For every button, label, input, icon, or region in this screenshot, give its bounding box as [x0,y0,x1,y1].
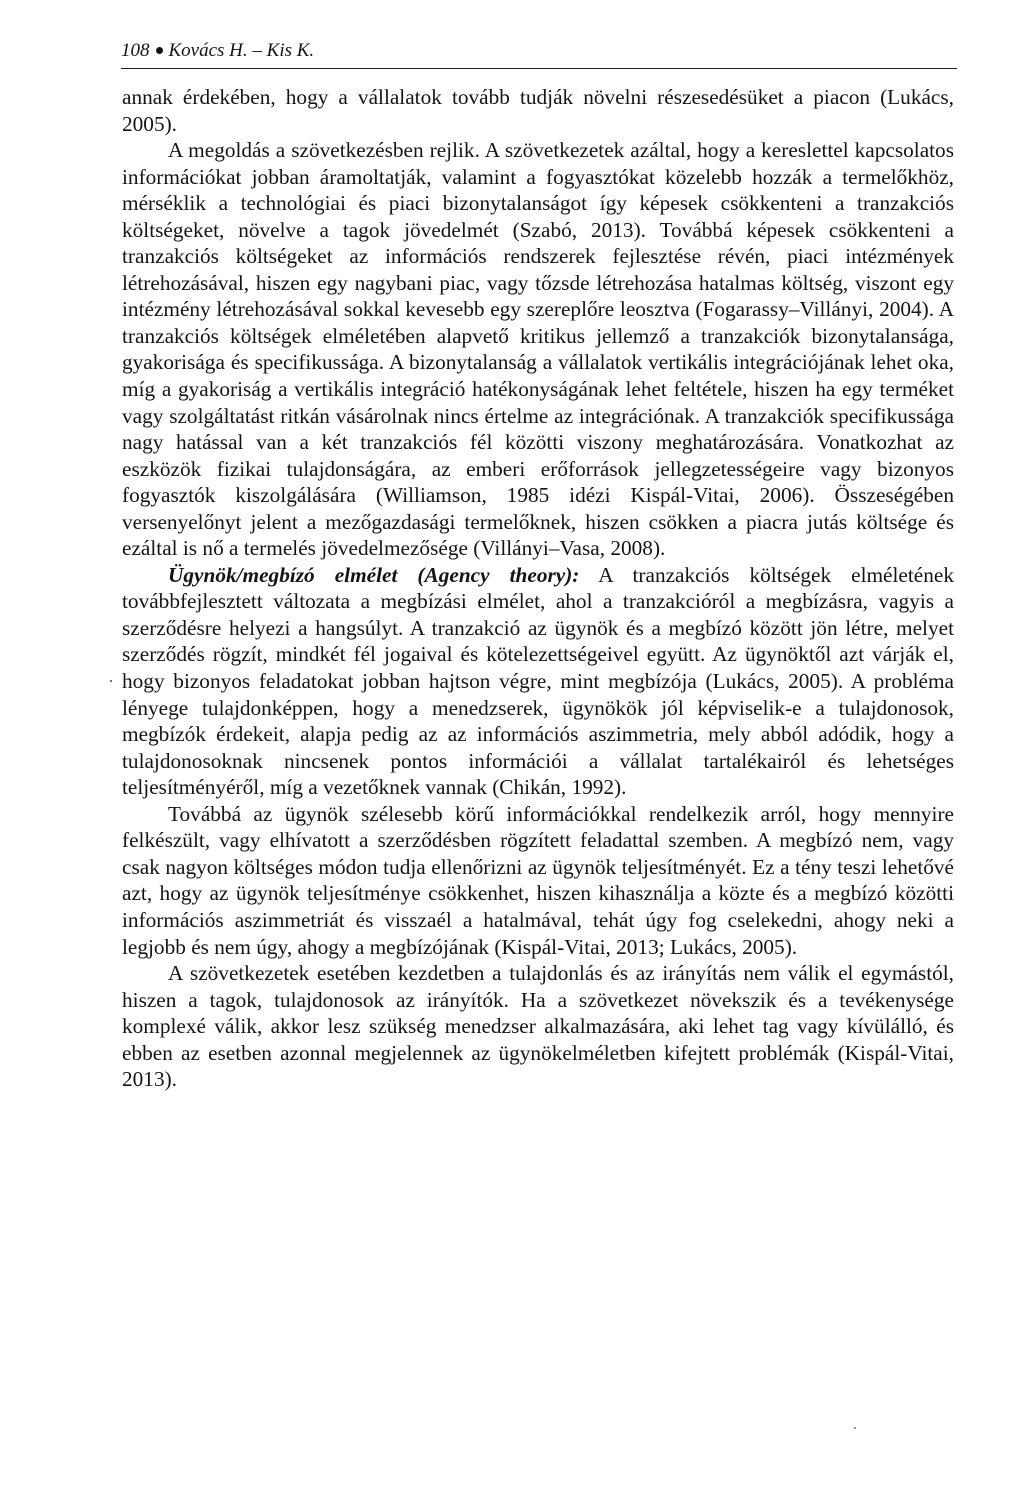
paragraph-text: annak érdekében, hogy a vállalatok tovább tudják növelni részesedésüket a piacon (Lukács, 2005). [122,85,954,136]
paragraph-agency-theory [122,562,954,801]
paragraph-continuation [122,84,954,137]
running-head-authors: Kovács H. – Kis K. [168,40,315,61]
paragraph-text: Továbbá az ügynök szélesebb körű információkkal rendelkezik arról, hogy mennyire felkészült, vagy elhívatott a szerződésben rögzített feladattal szemben. A megbízó nem, vagy csak nagyon költséges módon tudja ellenőrizni az ügynök teljesítményét. Ez a tény teszi lehetővé azt, hogy az ügynök teljesítménye csökkenhet, hiszen kihasználja a közte és a megbízó közötti információs aszimmetriát és visszaél a hatalmával, tehát úgy fog cselekedni, ahogy neki a legjobb és nem úgy, ahogy a megbízójának (Kispál-Vitai, 2013; Lukács, 2005). [122,801,954,959]
paragraph-text: A megoldás a szövetkezésben rejlik. A szövetkezetek azáltal, hogy a kereslettel kapcsolatos információkat jobban áramoltatják, valamint a fogyasztókat közelebb hozzák a termelőkhöz, mérséklik a technológiai és piaci bizonytalanságot így képesek csökkenteni a tranzakciós költségeket, növelve a tagok jövedelmét (Szabó, 2013). Továbbá képesek csökkenteni a tranzakciós költségeket az információs rendszerek fejlesztése révén, piaci intézmények létrehozásával, hiszen egy nagybani piac, vagy tőzsde létrehozása hatalmas költség, viszont egy intézmény létrehozásával sokkal kevesebb egy szereplőre leosztva (Fogarassy–Villányi, 2004). A tranzakciós költségek elméletében alapvető kritikus jellemző a tranzakciók bizonytalansága, gyakorisága és specifikussága. A bizonytalanság a vállalatok vertikális integrációjának lehet oka, míg a gyakoriság a vertikális integráció hatékonyságának lehet feltétele, hiszen ha egy terméket vagy szolgáltatást ritkán vásárolnak nincs értelme az integrációnak. A tranzakciók specifikussága nagy hatással van a két tranzakciós fél közötti viszony meghatározására. Vonatkozhat az eszközök fizikai tulajdonságára, az emberi erőforrások jellegzetességeire vagy bizonyos fogyasztók kiszolgálására (Williamson, 1985 idézi Kispál-Vitai, 2006). Összeségében versenyelőnyt jelent a mezőgazdasági termelőknek, hiszen csökken a piacra jutás költsége és ezáltal is nő a termelés jövedelmezősége (Villányi–Vasa, 2008). [122,138,954,561]
body-text [122,84,954,1093]
margin-speck [854,1427,856,1429]
margin-speck [110,680,112,682]
paragraph-agent-information [122,801,954,960]
paragraph-cooperatives [122,137,954,562]
bullet-separator-icon [156,47,163,54]
paragraph-text: A szövetkezetek esetében kezdetben a tulajdonlás és az irányítás nem válik el egymástól, hiszen a tagok, tulajdonosok az irányítók. Ha a szövetkezet növekszik és a tevékenysége komplexé válik, akkor lesz szükség menedzser alkalmazására, aki lehet tag vagy kívülálló, és ebben az esetben azonnal megjelennek az ügynökelméletben kifejtett problémák (Kispál-Vitai, 2013). [122,961,954,1092]
paragraph-text: A tranzakciós költségek elméletének továbbfejlesztett változata a megbízási elmélet, ahol a tranzakcióról a megbízásra, vagyis a szerződésre helyezi a hangsúlyt. A tranzakció az ügynök és a megbízó között jön létre, melyet szerződés rögzít, mindkét fél jogaival és kötelezettségeivel együtt. Az ügynöktől azt várják el, hogy bizonyos feladatokat jobban hajtson végre, mint megbízója (Lukács, 2005). A probléma lényege tulajdonképpen, hogy a menedzserek, ügynökök jól képviselik-e a tulajdonosok, megbízók érdekeit, alapja pedig az az információs aszimmetria, mely abból adódik, hogy a tulajdonosoknak nincsenek pontos információi a vállalat tartalékairól és lehetséges teljesítményéről, míg a vezetőknek vannak (Chikán, 1992). [122,562,955,800]
paragraph-cooperative-management [122,960,954,1093]
page-number: 108 [121,40,150,61]
running-head [121,40,955,62]
header-rule [121,68,957,69]
term-heading: Ügynök/megbízó elmélet (Agency theory): [168,562,580,587]
